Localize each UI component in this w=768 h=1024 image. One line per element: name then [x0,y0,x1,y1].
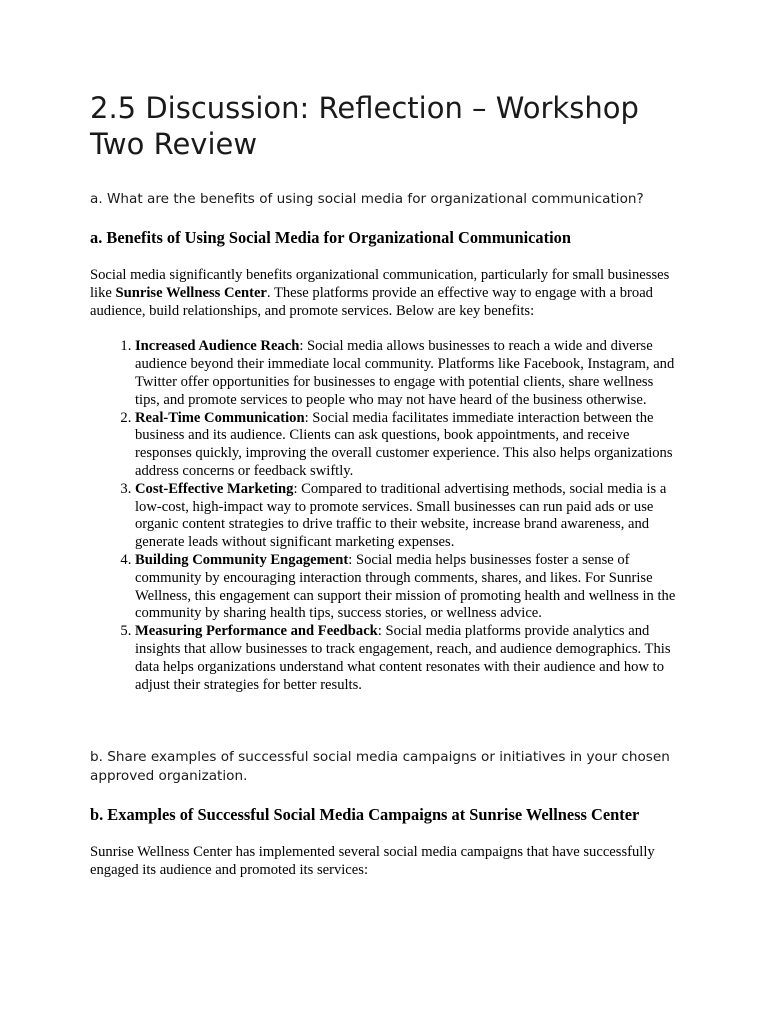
benefit-term: Real-Time Communication [135,409,305,426]
document-page [90,90,680,898]
list-item [135,410,680,481]
list-item [135,481,680,552]
benefit-term: Measuring Performance and Feedback [135,623,378,640]
benefit-text: : Compared to traditional advertising methods, social media is a low-cost, high-impact way to promote services. Small businesses can run paid ads or use organic content strategies to drive traffic to their website, increase brand awareness, and generate leads without significant marketing expenses. [135,480,667,551]
list-item [135,623,680,694]
benefit-text: : Social media helps businesses foster a sense of community by encouraging interaction through comments, shares, and likes. For Sunrise Wellness, this engagement can support their mission of promoting health and wellness in the community by sharing health tips, success stories, or wellness advice. [135,551,676,622]
intro-text-after: . These platforms provide an effective way to engage with a broad audience, build relationships, and promote services. Below are key benefits: [90,284,653,319]
section-a-heading: a. Benefits of Using Social Media for Organizational Communication [90,228,571,247]
benefits-list [90,338,680,694]
page-title: 2.5 Discussion: Reflection – Workshop Two Review [90,91,639,161]
section-b-intro: Sunrise Wellness Center has implemented several social media campaigns that have successfully engaged its audience and promoted its services: [90,844,655,879]
benefit-text: : Social media facilitates immediate interaction between the business and its audience. Clients can ask questions, book appointments, and receive responses quickly, improving the overall customer experience. This also helps organizations address concerns or feedback swiftly. [135,409,673,479]
benefit-text: : Social media platforms provide analytics and insights that allow businesses to track engagement, reach, and audience demographics. This data helps organizations understand what content resonates with their audience and how to adjust their strategies for better results. [135,623,671,693]
intro-organization-name: Sunrise Wellness Center [115,284,267,301]
benefit-term: Increased Audience Reach [135,338,300,355]
question-a: a. What are the benefits of using social media for organizational communication? [90,191,644,207]
benefit-term: Cost-Effective Marketing [135,480,294,497]
list-item [135,338,680,409]
question-b: b. Share examples of successful social media campaigns or initiatives in your chosen approved organization. [90,749,670,785]
list-item [135,552,680,623]
benefit-term: Building Community Engagement [135,551,349,568]
section-a-intro [90,267,680,320]
benefit-text: : Social media allows businesses to reach a wide and diverse audience beyond their immediate local community. Platforms like Facebook, Instagram, and Twitter offer opportunities for businesses to engage with potential clients, share wellness tips, and promote services to people who may not have heard of the business otherwise. [135,338,675,408]
intro-text-before: Social media significantly benefits organizational communication, particularly for small businesses like [90,267,670,301]
section-b-heading: b. Examples of Successful Social Media Campaigns at Sunrise Wellness Center [90,805,640,825]
